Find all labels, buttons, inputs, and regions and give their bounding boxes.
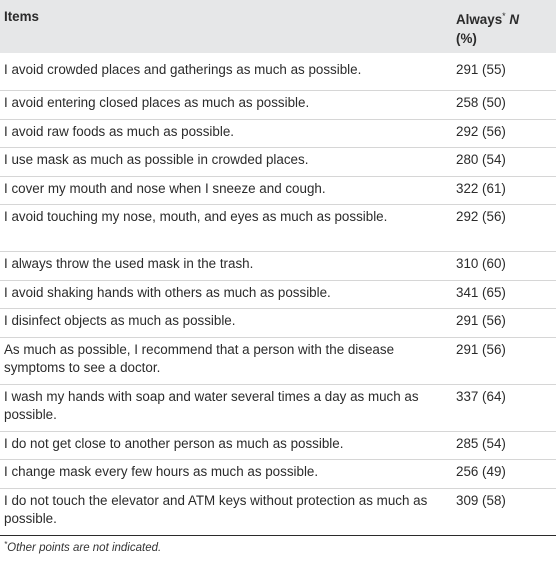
item-cell: I disinfect objects as much as possible. bbox=[0, 309, 452, 338]
value-cell: 341 (65) bbox=[452, 280, 556, 309]
table-row bbox=[0, 148, 556, 177]
value-cell: 310 (60) bbox=[452, 252, 556, 281]
value-cell: 292 (56) bbox=[452, 119, 556, 148]
item-cell: I always throw the used mask in the trash. bbox=[0, 252, 452, 281]
table-row bbox=[0, 280, 556, 309]
header-row bbox=[0, 0, 556, 53]
item-cell: I do not touch the elevator and ATM keys without protection as much as possible. bbox=[0, 488, 452, 535]
table-row bbox=[0, 384, 556, 431]
footnote-text: Other points are not indicated. bbox=[7, 542, 162, 554]
table-header bbox=[0, 0, 556, 53]
footnote-marker: * bbox=[4, 540, 8, 549]
table-footnote bbox=[4, 540, 161, 554]
item-cell: I do not get close to another person as much as possible. bbox=[0, 431, 452, 460]
value-cell: 258 (50) bbox=[452, 91, 556, 120]
item-cell: I avoid entering closed places as much as possible. bbox=[0, 91, 452, 120]
value-cell: 292 (56) bbox=[452, 205, 556, 252]
value-cell: 337 (64) bbox=[452, 384, 556, 431]
value-cell: 280 (54) bbox=[452, 148, 556, 177]
item-cell: I wash my hands with soap and water several times a day as much as possible. bbox=[0, 384, 452, 431]
table-body bbox=[0, 53, 556, 535]
item-cell: I avoid raw foods as much as possible. bbox=[0, 119, 452, 148]
value-cell: 291 (56) bbox=[452, 337, 556, 384]
table-row bbox=[0, 431, 556, 460]
table-row bbox=[0, 488, 556, 535]
table-row bbox=[0, 53, 556, 91]
table-row bbox=[0, 309, 556, 338]
header-items-label: Items bbox=[4, 9, 39, 24]
item-cell: I avoid crowded places and gatherings as much as possible. bbox=[4, 62, 362, 77]
header-n-label: N bbox=[509, 12, 520, 27]
value-cell: 285 (54) bbox=[452, 431, 556, 460]
table-row bbox=[0, 337, 556, 384]
table-row bbox=[0, 176, 556, 205]
item-cell: I use mask as much as possible in crowded places. bbox=[0, 148, 452, 177]
item-cell: I avoid touching my nose, mouth, and eyes as much as possible. bbox=[0, 205, 452, 252]
header-always bbox=[452, 0, 556, 53]
table-row bbox=[0, 119, 556, 148]
value-cell: 309 (58) bbox=[452, 488, 556, 535]
table-row bbox=[0, 205, 556, 252]
value-cell: 322 (61) bbox=[452, 176, 556, 205]
value-cell: 256 (49) bbox=[452, 460, 556, 489]
item-cell: As much as possible, I recommend that a person with the disease symptoms to see a doctor. bbox=[0, 337, 452, 384]
value-cell: 291 (56) bbox=[452, 309, 556, 338]
header-percent-label: (%) bbox=[456, 31, 477, 46]
table-row bbox=[0, 252, 556, 281]
item-cell: I cover my mouth and nose when I sneeze and cough. bbox=[0, 176, 452, 205]
header-items bbox=[0, 0, 452, 53]
table-row bbox=[0, 460, 556, 489]
header-always-label: Always bbox=[456, 12, 503, 27]
item-cell: I avoid shaking hands with others as much as possible. bbox=[0, 280, 452, 309]
value-cell: 291 (55) bbox=[456, 62, 506, 77]
header-always-marker: * bbox=[502, 11, 506, 21]
item-cell: I change mask every few hours as much as possible. bbox=[0, 460, 452, 489]
table-row bbox=[0, 91, 556, 120]
